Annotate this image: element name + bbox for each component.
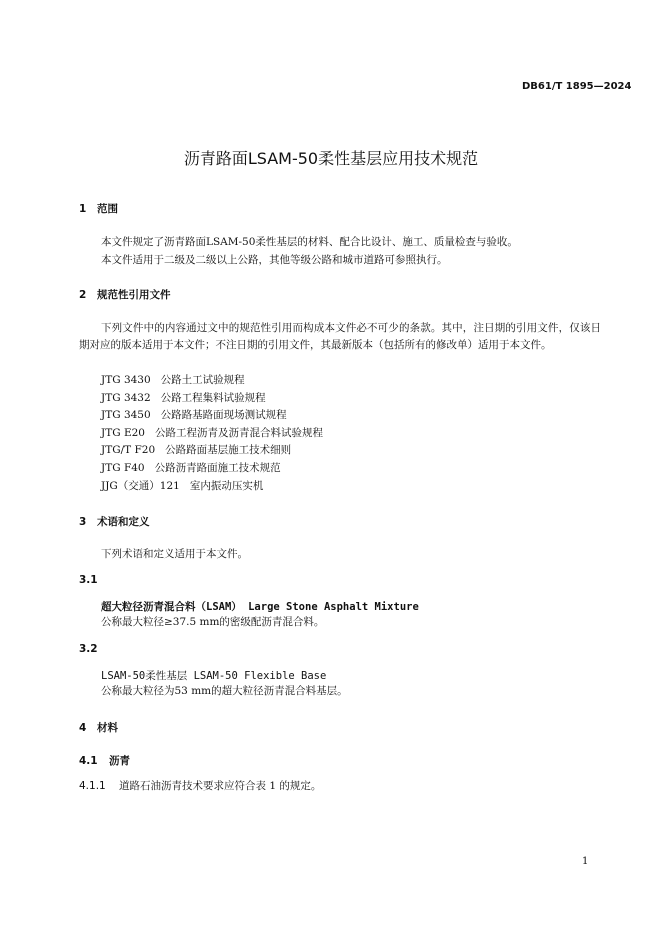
section-title: 范围	[97, 203, 118, 215]
reference-code: JTG E20	[101, 426, 145, 439]
section-number: 1	[79, 203, 87, 215]
section-3-heading	[79, 514, 150, 529]
reference-item	[101, 442, 323, 460]
reference-title: 公路土工试验规程	[160, 374, 245, 386]
term-definition: 公称最大粒径为53 mm的超大粒径沥青混合料基层。	[101, 685, 348, 697]
subsection-4-1-heading	[79, 753, 130, 768]
terms-intro: 下列术语和定义适用于本文件。	[101, 548, 248, 560]
section-title: 材料	[97, 722, 118, 734]
section-number: 4	[79, 722, 87, 734]
term-definition: 公称最大粒径≥37.5 mm的密级配沥青混合料。	[101, 616, 325, 628]
reference-title: 室内振动压实机	[189, 479, 264, 492]
reference-title: 公路路面基层施工技术细则	[165, 444, 292, 457]
term-name: LSAM-50柔性基层 LSAM-50 Flexible Base	[101, 670, 327, 682]
clause-4-1-1	[79, 778, 321, 795]
reference-item	[101, 425, 323, 443]
references-intro: 下列文件中的内容通过文中的规范性引用而构成本文件必不可少的条款。其中，注日期的引用文件，仅该日期对应的版本适用于本文件；不注日期的引用文件，其最新版本（包括所有的修改单）适用于本文件。	[79, 322, 601, 351]
term-name: 超大粒径沥青混合料（LSAM） Large Stone Asphalt Mixture	[101, 601, 419, 613]
reference-title: 公路沥青路面施工技术规范	[154, 461, 281, 474]
section-number: 3	[79, 516, 87, 528]
reference-code: JTG 3430	[101, 374, 151, 386]
subsection-title: 沥青	[109, 755, 130, 767]
term-number: 3.2	[79, 643, 98, 655]
reference-code: JTG 3432	[101, 391, 151, 404]
reference-list	[101, 372, 323, 495]
reference-title: 公路路基路面现场测试规程	[160, 409, 287, 422]
reference-item	[101, 460, 323, 478]
clause-text: 道路石油沥青技术要求应符合表 1 的规定。	[119, 780, 322, 792]
reference-title: 公路工程沥青及沥青混合料试验规程	[154, 426, 323, 439]
section-number: 2	[79, 289, 87, 301]
reference-item	[101, 372, 323, 390]
scope-paragraph-1: 本文件规定了沥青路面LSAM-50柔性基层的材料、配合比设计、施工、质量检查与验收。	[101, 236, 518, 248]
reference-item	[101, 407, 323, 425]
reference-item	[101, 390, 323, 408]
reference-code: JTG F40	[101, 461, 145, 474]
reference-code: JTG 3450	[101, 409, 151, 422]
subsection-number: 4.1	[79, 755, 98, 767]
clause-number: 4.1.1	[79, 780, 106, 792]
standard-code: DB61/T 1895—2024	[522, 81, 632, 92]
term-number: 3.1	[79, 574, 98, 586]
section-4-heading	[79, 720, 118, 735]
reference-item	[101, 478, 323, 496]
reference-code: JTG/T F20	[101, 444, 156, 457]
document-title: 沥青路面LSAM-50柔性基层应用技术规范	[183, 149, 479, 168]
scope-paragraph-2: 本文件适用于二级及二级以上公路，其他等级公路和城市道路可参照执行。	[101, 254, 448, 266]
section-2-heading	[79, 287, 171, 302]
section-1-heading	[79, 201, 118, 216]
reference-title: 公路工程集料试验规程	[160, 391, 266, 404]
section-title: 规范性引用文件	[97, 289, 171, 301]
page-number: 1	[582, 856, 589, 867]
reference-code: JJG（交通）121	[101, 479, 180, 492]
section-title: 术语和定义	[97, 516, 150, 528]
